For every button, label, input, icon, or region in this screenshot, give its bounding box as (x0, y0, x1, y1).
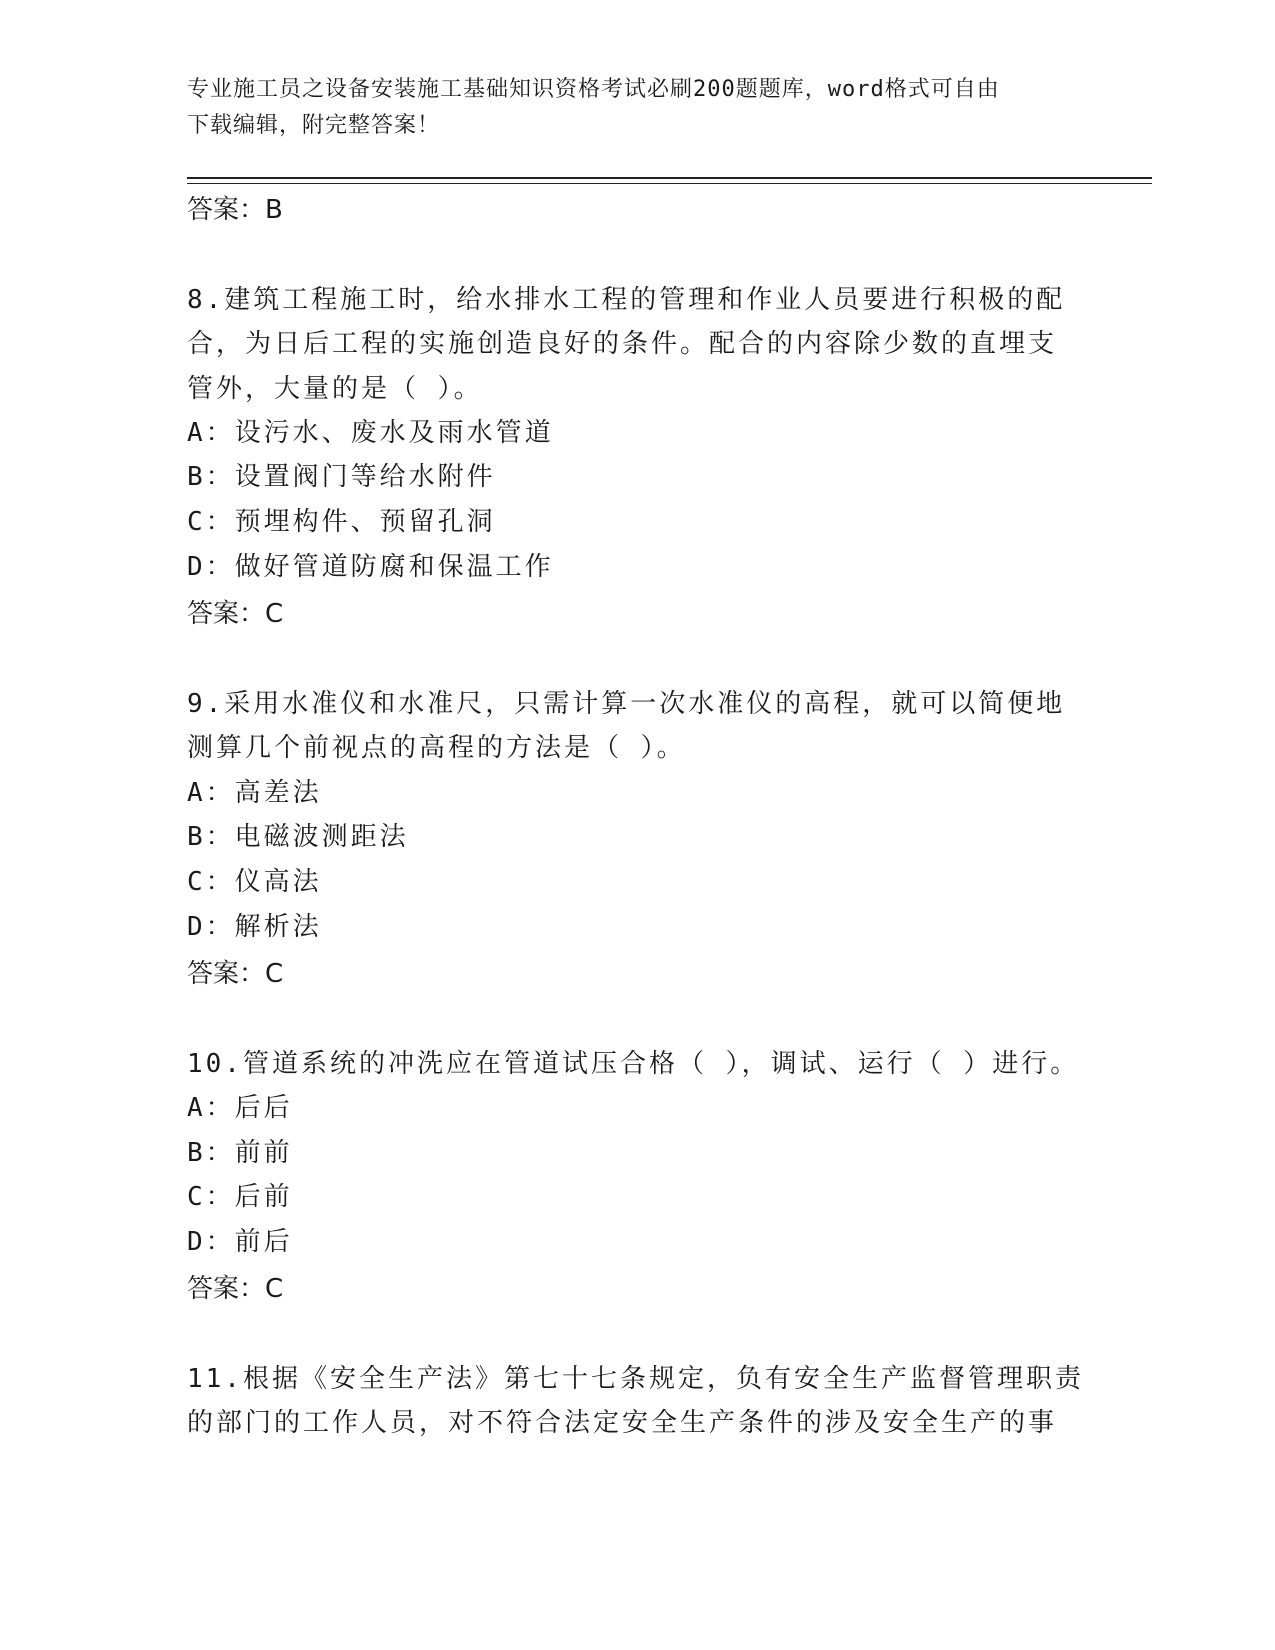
question-8-option-b: B：设置阀门等给水附件 (187, 462, 496, 492)
question-8-line-3: 管外，大量的是（ ）。 (187, 374, 483, 404)
question-11-line-2: 的部门的工作人员，对不符合法定安全生产条件的涉及安全生产的事 (187, 1408, 1058, 1438)
question-10-option-c: C：后前 (187, 1182, 293, 1212)
question-9-line-1: 9.采用水准仪和水准尺，只需计算一次水准仪的高程，就可以简便地 (187, 689, 1066, 719)
header-rule-thin (187, 183, 1152, 184)
question-8-line-2: 合，为日后工程的实施创造良好的条件。配合的内容除少数的直埋支 (187, 329, 1058, 359)
question-10-option-d: D：前后 (187, 1227, 293, 1257)
question-8-option-d: D：做好管道防腐和保温工作 (187, 552, 554, 582)
question-9-option-a: A：高差法 (187, 778, 322, 808)
question-9-option-b: B：电磁波测距法 (187, 822, 409, 852)
question-8-answer: 答案：C (187, 599, 284, 629)
page-header (187, 72, 1067, 144)
header-line-1: 专业施工员之设备安装施工基础知识资格考试必刷200题题库，word格式可自由 (187, 77, 1000, 102)
question-8-option-a: A：设污水、废水及雨水管道 (187, 418, 554, 448)
header-rule-thick (187, 177, 1152, 179)
question-10-option-a: A：后后 (187, 1093, 293, 1123)
question-9-answer: 答案：C (187, 959, 284, 989)
header-line-2: 下载编辑，附完整答案！ (187, 113, 441, 138)
question-8-option-c: C：预埋构件、预留孔洞 (187, 507, 496, 537)
question-9-option-d: D：解析法 (187, 912, 322, 942)
question-10-line-1: 10.管道系统的冲洗应在管道试压合格（ ），调试、运行（ ）进行。 (187, 1049, 1080, 1079)
question-11-line-1: 11.根据《安全生产法》第七十七条规定，负有安全生产监督管理职责 (187, 1364, 1084, 1394)
question-9-option-c: C：仪高法 (187, 867, 322, 897)
question-9-line-2: 测算几个前视点的高程的方法是（ ）。 (187, 733, 686, 763)
question-10-answer: 答案：C (187, 1274, 284, 1304)
question-10-option-b: B：前前 (187, 1138, 293, 1168)
question-8-line-1: 8.建筑工程施工时，给水排水工程的管理和作业人员要进行积极的配 (187, 285, 1066, 315)
previous-answer: 答案：B (187, 195, 283, 225)
